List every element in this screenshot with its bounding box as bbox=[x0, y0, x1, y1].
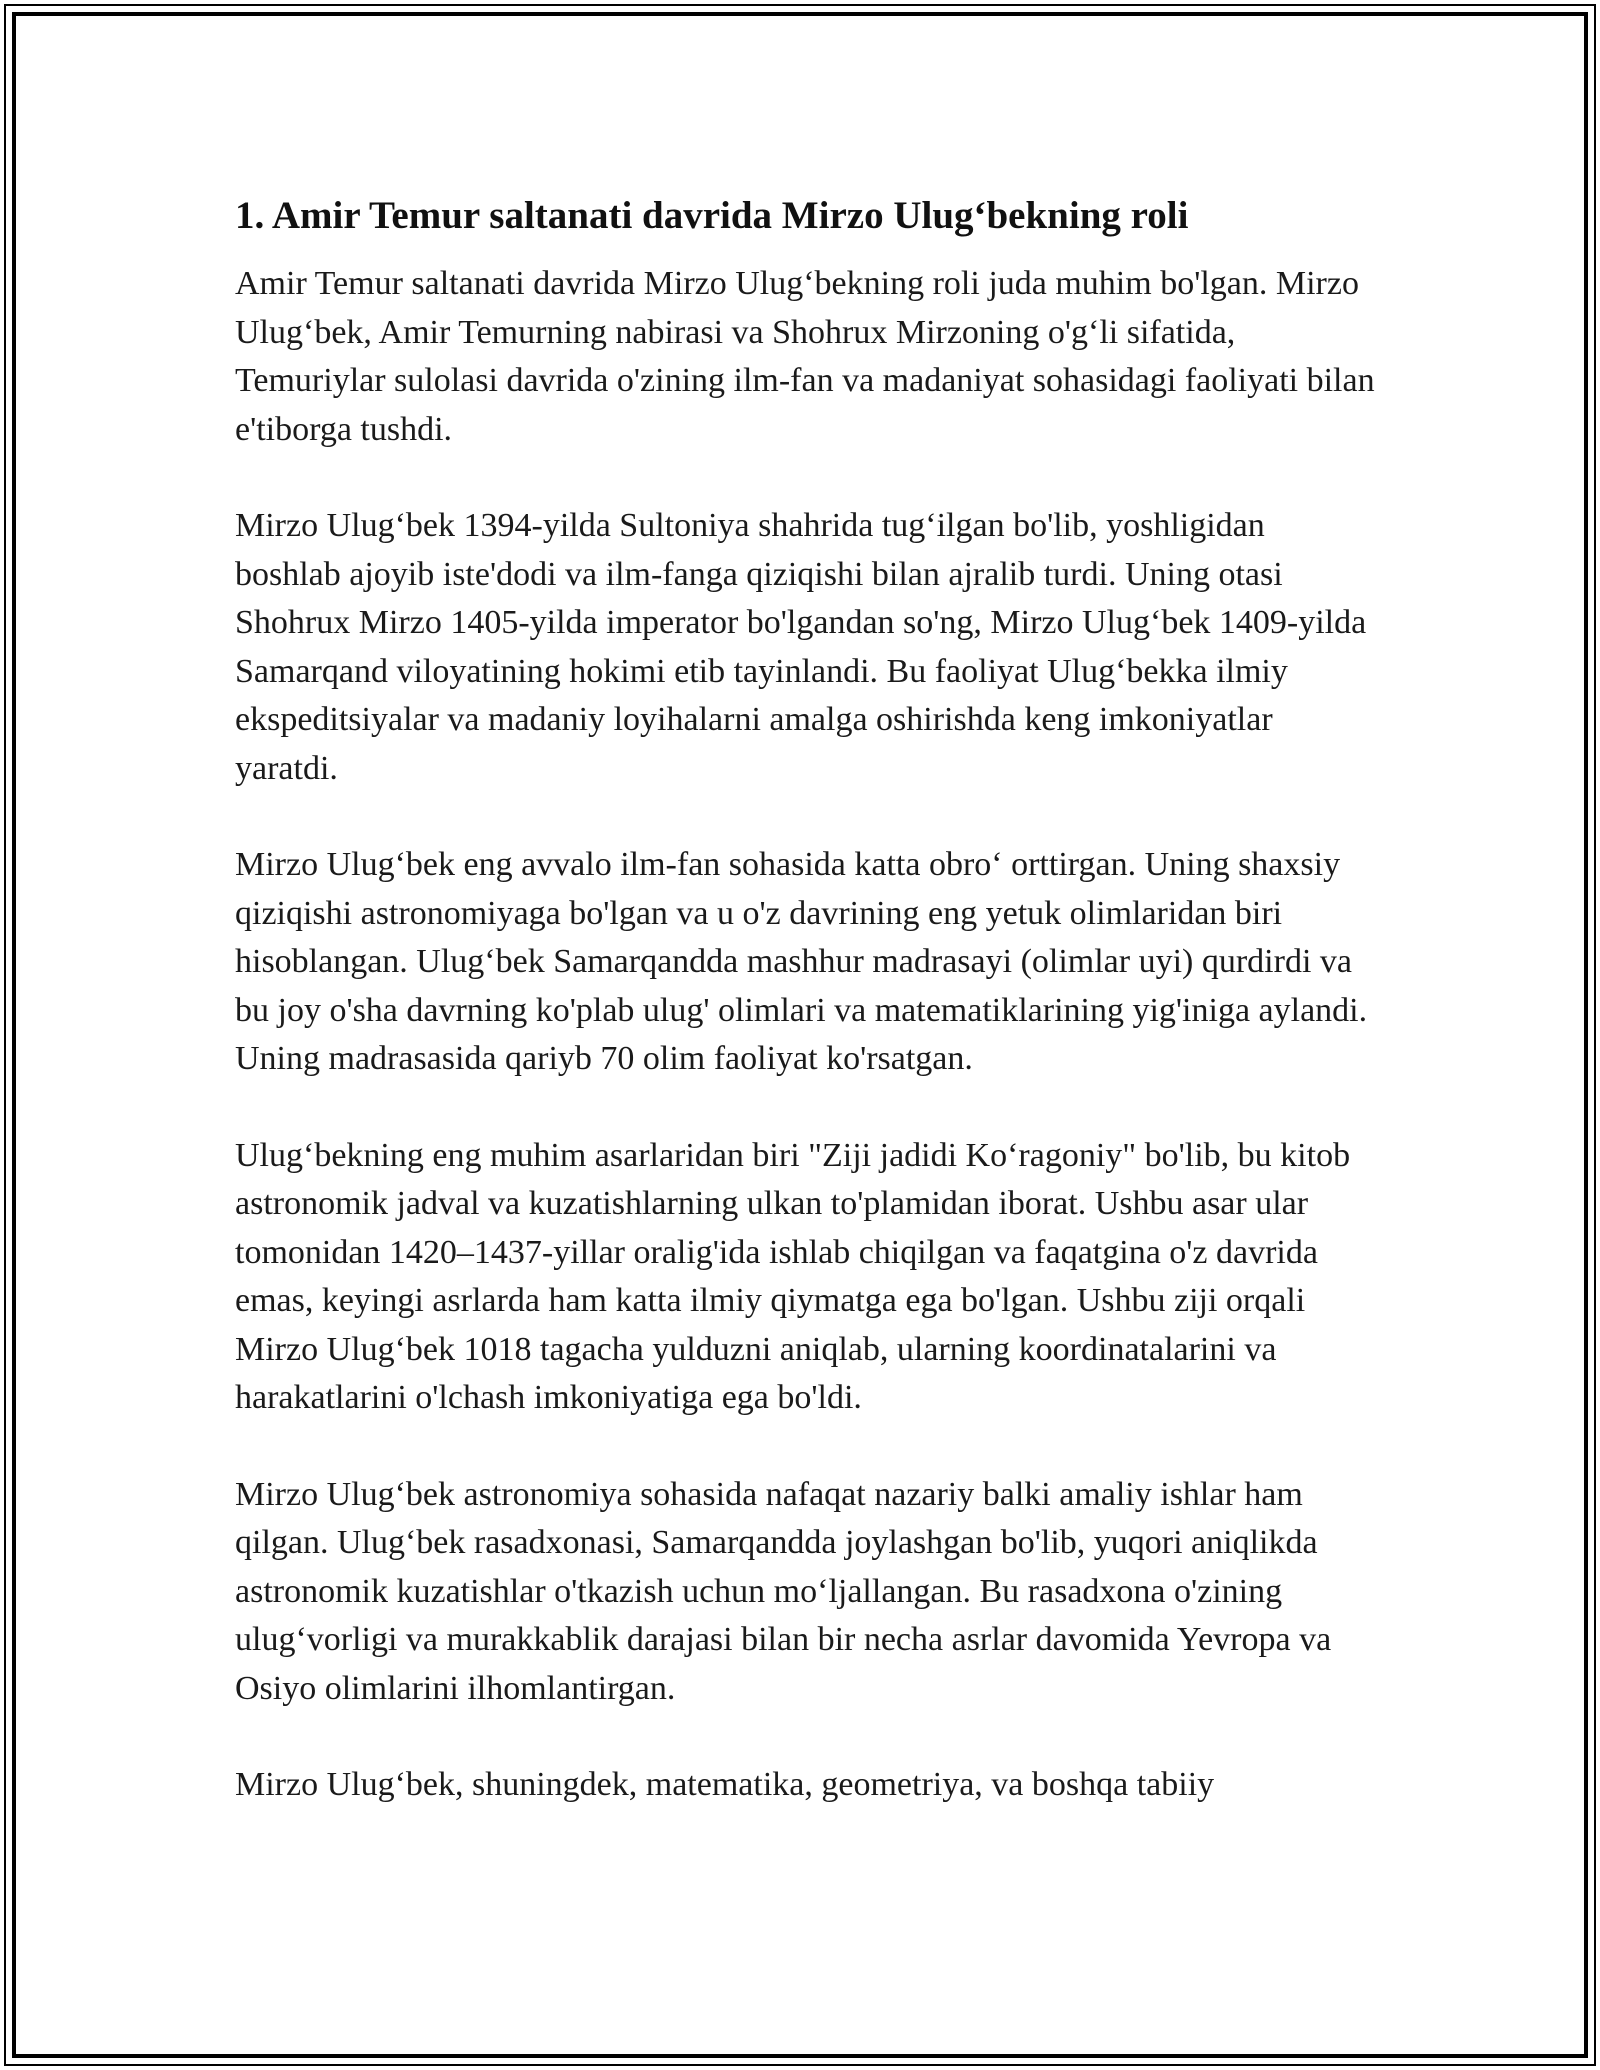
section-heading: 1. Amir Temur saltanati davrida Mirzo Ulug‘bekning roli bbox=[235, 194, 1189, 237]
paragraph-2: Mirzo Ulug‘bek 1394-yilda Sultoniya shahrida tug‘ilgan bo'lib, yoshligidan boshlab ajoyib iste'dodi va ilm-fanga qiziqishi bilan ajralib turdi. Uning otasi Shohrux Mirzo 1405-yilda imperator bo'lgandan so'ng, Mirzo Ulug‘bek 1409-yilda Samarqand viloyatining hokimi etib tayinlandi. Bu faoliyat Ulug‘bekka ilmiy ekspeditsiyalar va madaniy loyihalarni amalga oshirishda keng imkoniyatlar yaratdi. bbox=[235, 507, 1367, 787]
paragraph-1: Amir Temur saltanati davrida Mirzo Ulug‘bekning roli juda muhim bo'lgan. Mirzo Ulug‘bek, Amir Temurning nabirasi va Shohrux Mirzoning o'g‘li sifatida, Temuriylar sulolasi davrida o'zining ilm-fan va madaniyat sohasidagi faoliyati bilan e'tiborga tushdi. bbox=[235, 265, 1375, 448]
paragraph-5: Mirzo Ulug‘bek astronomiya sohasida nafaqat nazariy balki amaliy ishlar ham qilgan. Ulug‘bek rasadxonasi, Samarqandda joylashgan bo'lib, yuqori aniqlikda astronomik kuzatishlar o'tkazish uchun mo‘ljallangan. Bu rasadxona o'zining ulug‘vorligi va murakkablik darajasi bilan bir necha asrlar davomida Yevropa va Osiyo olimlarini ilhomlantirgan. bbox=[235, 1475, 1332, 1707]
paragraph-4: Ulug‘bekning eng muhim asarlaridan biri "Ziji jadidi Ko‘ragoniy" bo'lib, bu kitob astronomik jadval va kuzatishlarning ulkan to'plamidan iborat. Ushbu asar ular tomonidan 1420–1437-yillar oralig'ida ishlab chiqilgan va faqatgina o'z davrida emas, keyingi asrlarda ham katta ilmiy qiymatga ega bo'lgan. Ushbu ziji orqali Mirzo Ulug‘bek 1018 tagacha yulduzni aniqlab, ularning koordinatalarini va harakatlarini o'lchash imkoniyatiga ega bo'ldi. bbox=[235, 1136, 1351, 1416]
paragraph-6: Mirzo Ulug‘bek, shuningdek, matematika, geometriya, va boshqa tabiiy bbox=[235, 1766, 1215, 1803]
paragraph-3: Mirzo Ulug‘bek eng avvalo ilm-fan sohasida katta obro‘ orttirgan. Uning shaxsiy qiziqishi astronomiyaga bo'lgan va u o'z davrining eng yetuk olimlaridan biri hisoblangan. Ulug‘bek Samarqandda mashhur madrasayi (olimlar uyi) qurdirdi va bu joy o'sha davrning ko'plab ulug' olimlari va matematiklarining yig'iniga aylandi. Uning madrasasida qariyb 70 olim faoliyat ko'rsatgan. bbox=[235, 846, 1368, 1077]
document-body bbox=[235, 188, 1375, 1858]
